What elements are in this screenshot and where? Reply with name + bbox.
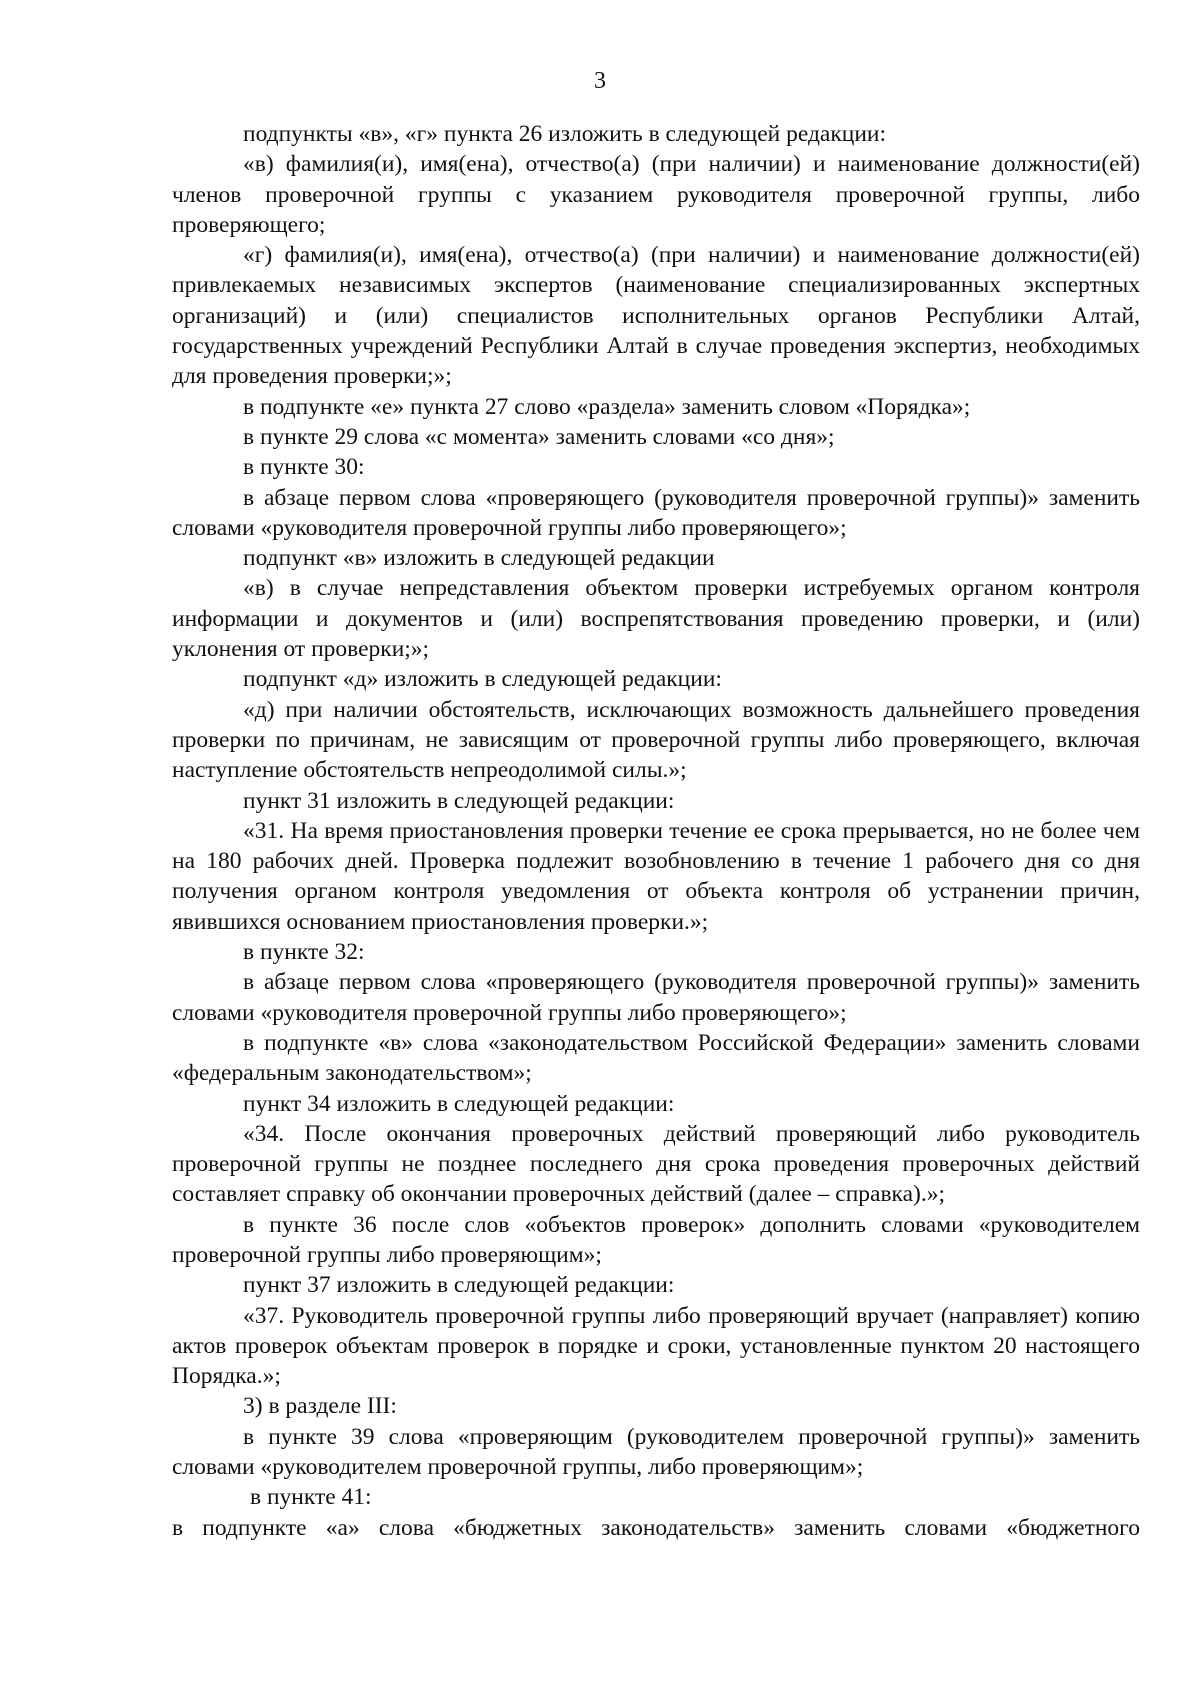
paragraph: 3) в разделе III: [243,1393,397,1420]
paragraph: в подпункте «е» пункта 27 слово «раздела» заменить словом «Порядка»; [243,393,971,420]
paragraph: пункт 31 изложить в следующей редакции: [243,787,675,814]
paragraph: в пункте 36 после слов «объектов проверок» дополнить словами «руководителем проверочной группы либо проверяющим»; [172,1211,1140,1268]
paragraph: подпункты «в», «г» пункта 26 изложить в следующей редакции: [243,121,887,147]
paragraph: в подпункте «в» слова «законодательством Российской Федерации» заменить словами «федеральным законодательством»; [172,1029,1140,1087]
document-body [172,119,1140,1543]
paragraph: «34. После окончания проверочных действий проверяющий либо руководитель проверочной группы не позднее последнего дня срока проведения проверочных действий составляет справку об окончании проверочных действий (далее – справка).»; [172,1120,1140,1208]
paragraph: в пункте 39 слова «проверяющим (руководителем проверочной группы)» заменить словами «руководителем проверочной группы, либо проверяющим»; [172,1423,1140,1481]
paragraph: «д) при наличии обстоятельств, исключающих возможность дальнейшего проведения проверки по причинам, не зависящим от проверочной группы либо проверяющего, включая наступление обстоятельств непреодолимой силы.»; [172,696,1140,784]
paragraph: «г) фамилия(и), имя(ена), отчество(а) (при наличии) и наименование должности(ей) привлекаемых независимых экспертов (наименование специализированных экспертных организаций) и (или) специалистов исполнительных органов Республики Алтай, государственных учреждений Республики Алтай в случае проведения экспертиз, необходимых для проведения проверки;»; [172,242,1140,390]
paragraph: «в) в случае непредставления объектом проверки истребуемых органом контроля информации и документов и (или) воспрепятствования проведению проверки, и (или) уклонения от проверки;»; [172,575,1140,663]
paragraph: пункт 34 изложить в следующей редакции: [243,1090,675,1117]
paragraph: пункт 37 изложить в следующей редакции: [243,1272,675,1299]
paragraph: «31. На время приостановления проверки течение ее срока прерывается, но не более чем на 180 рабочих дней. Проверка подлежит возобновлению в течение 1 рабочего дня со дня получения органом контроля уведомления от объекта контроля об устранении причин, явившихся основанием приостановления проверки.»; [172,817,1140,935]
page-number: 3 [594,68,606,94]
paragraph: подпункт «д» изложить в следующей редакции: [243,666,722,693]
paragraph: в пункте 30: [243,454,365,481]
paragraph: «37. Руководитель проверочной группы либо проверяющий вручает (направляет) копию актов проверок объектам проверок в порядке и сроки, установленные пунктом 20 настоящего Порядка.»; [172,1302,1140,1390]
paragraph: в пункте 29 слова «с момента» заменить словами «со дня»; [243,423,835,450]
paragraph: в подпункте «а» слова «бюджетных законодательств» заменить словами «бюджетного [172,1514,1140,1541]
paragraph: в пункте 32: [243,939,365,966]
paragraph: подпункт «в» изложить в следующей редакции [243,545,715,572]
paragraph: в пункте 41: [250,1484,372,1511]
paragraph: в абзаце первом слова «проверяющего (руководителя проверочной группы)» заменить словами «руководителя проверочной группы либо проверяющего»; [172,484,1140,541]
paragraph: «в) фамилия(и), имя(ена), отчество(а) (при наличии) и наименование должности(ей) членов проверочной группы с указанием руководителя проверочной группы, либо проверяющего; [172,151,1140,238]
paragraph: в абзаце первом слова «проверяющего (руководителя проверочной группы)» заменить словами «руководителя проверочной группы либо проверяющего»; [172,969,1140,1026]
